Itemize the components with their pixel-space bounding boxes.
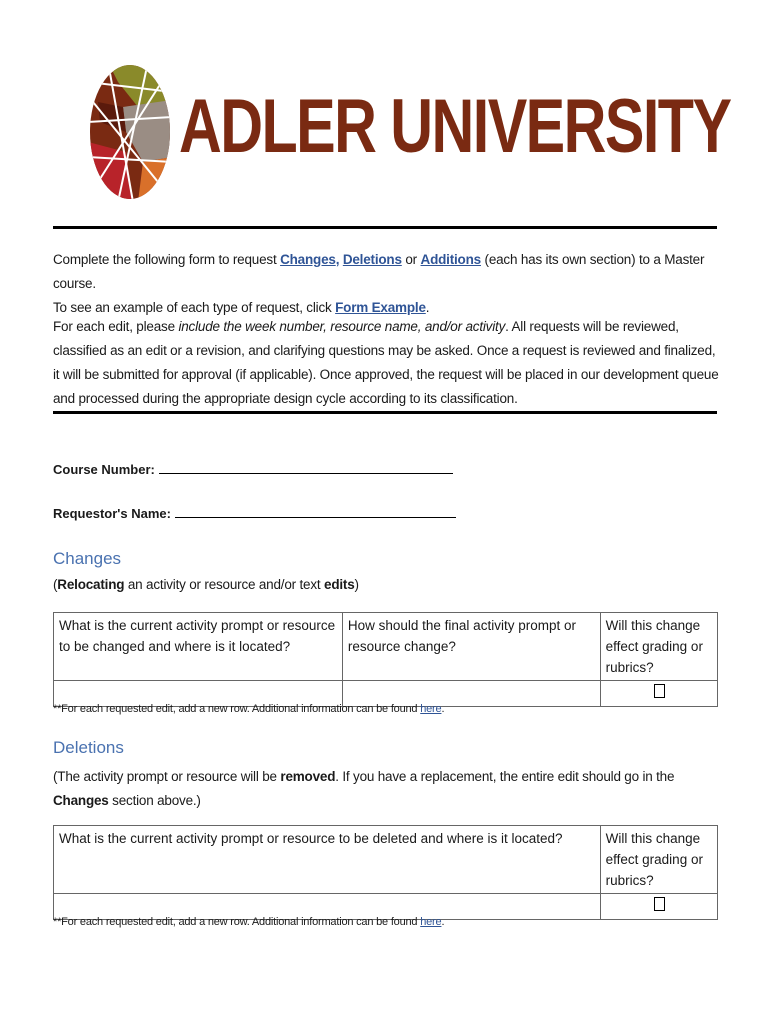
deletions-link[interactable]: Deletions xyxy=(342,252,402,267)
grading-checkbox[interactable] xyxy=(654,684,665,698)
requestor-name-field[interactable] xyxy=(53,505,456,523)
changes-grading-cell xyxy=(600,681,717,707)
changes-heading: Changes xyxy=(53,549,122,568)
intro-paragraph-1: Complete the following form to request Changes, Deletions or Additions (each has its own section) to a Master course. To see an example of each type of request, click Form Example. xyxy=(53,252,705,315)
changes-table xyxy=(53,612,718,707)
changes-link[interactable]: Changes xyxy=(280,252,336,267)
table-header-row xyxy=(54,613,718,681)
table-header-row xyxy=(54,826,718,894)
additions-link[interactable]: Additions xyxy=(420,252,481,267)
logo-text: ADLER UNIVERSITY xyxy=(179,84,731,169)
changes-note: **For each requested edit, add a new row. Additional information can be found here. xyxy=(53,703,445,715)
deletions-here-link[interactable]: here xyxy=(420,916,442,928)
deletions-col-grading: Will this change effect grading or rubrics? xyxy=(600,826,717,894)
intro-divider xyxy=(53,411,717,414)
grading-checkbox[interactable] xyxy=(654,897,665,911)
course-number-input[interactable] xyxy=(159,461,453,474)
logo xyxy=(88,62,731,202)
course-number-label: Course Number: xyxy=(53,462,155,477)
changes-col-grading: Will this change effect grading or rubrics? xyxy=(600,613,717,681)
deletions-table xyxy=(53,825,718,920)
course-number-field[interactable] xyxy=(53,461,453,479)
requestor-name-label: Requestor's Name: xyxy=(53,506,171,521)
deletions-description: (The activity prompt or resource will be removed. If you have a replacement, the entire edit should go in the Changes section above.) xyxy=(53,769,675,808)
deletions-grading-cell xyxy=(600,894,717,920)
deletions-heading: Deletions xyxy=(53,738,124,757)
changes-col-final: How should the final activity prompt or resource change? xyxy=(342,613,600,681)
changes-col-current: What is the current activity prompt or resource to be changed and where is it located? xyxy=(54,613,343,681)
intro-paragraph-2: For each edit, please include the week number, resource name, and/or activity. All requests will be reviewed, classified as an edit or a revision, and clarifying questions may be asked. Once a request is reviewed and finalized, it will be submitted for approval (if applicable). Once approved, the request will be placed in our development queue and processed during the appropriate design cycle according to its classification. xyxy=(53,319,719,406)
form-example-link[interactable]: Form Example xyxy=(335,300,426,315)
deletions-col-current: What is the current activity prompt or resource to be deleted and where is it located? xyxy=(54,826,601,894)
requestor-name-input[interactable] xyxy=(175,505,456,518)
deletions-note: **For each requested edit, add a new row. Additional information can be found here. xyxy=(53,916,445,928)
logo-emblem-icon xyxy=(88,62,172,202)
changes-description: (Relocating an activity or resource and/or text edits) xyxy=(53,577,359,592)
changes-here-link[interactable]: here xyxy=(420,703,442,715)
top-divider xyxy=(53,226,717,229)
